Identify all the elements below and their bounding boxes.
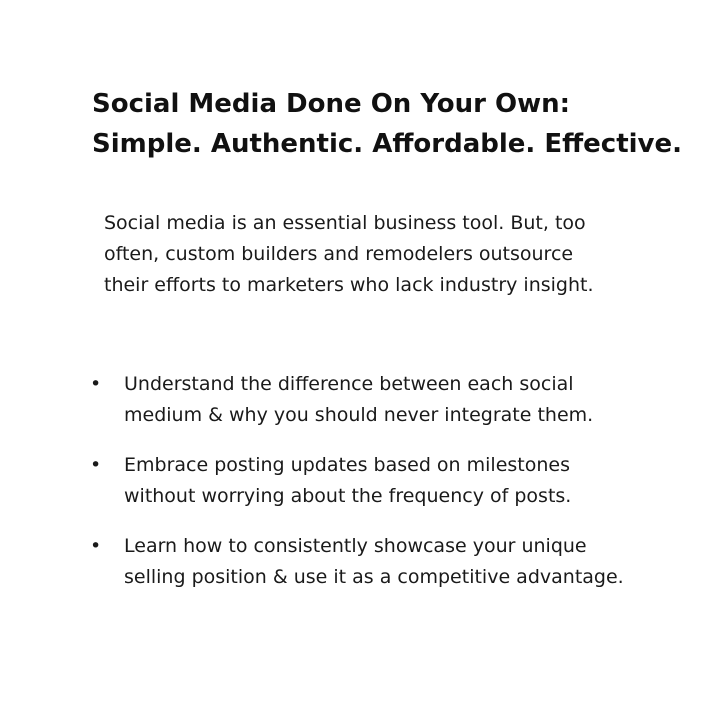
title-line-2: Simple. Authentic. Affordable. Effective. [92, 129, 682, 159]
page-title [92, 84, 692, 164]
list-item [88, 369, 688, 431]
intro-line-2: often, custom builders and remodelers outsource [104, 243, 574, 265]
title-line-1: Social Media Done On Your Own: [92, 89, 571, 119]
bullet-text-line: Understand the difference between each social [124, 373, 574, 395]
bullet-marker: • [90, 373, 102, 395]
intro-paragraph [104, 208, 684, 301]
intro-line-3: their efforts to marketers who lack industry insight. [104, 274, 594, 296]
bullet-marker: • [90, 535, 102, 557]
bullet-text-line: Learn how to consistently showcase your unique [124, 535, 587, 557]
list-item [88, 450, 688, 512]
bullet-list [88, 369, 688, 612]
bullet-text-line: medium & why you should never integrate them. [124, 404, 594, 426]
bullet-text-line: selling position & use it as a competitive advantage. [124, 566, 624, 588]
list-item [88, 531, 688, 593]
bullet-text-line: Embrace posting updates based on milestones [124, 454, 570, 476]
intro-line-1: Social media is an essential business tool. But, too [104, 212, 586, 234]
bullet-text-line: without worrying about the frequency of posts. [124, 485, 572, 507]
bullet-marker: • [90, 454, 102, 476]
